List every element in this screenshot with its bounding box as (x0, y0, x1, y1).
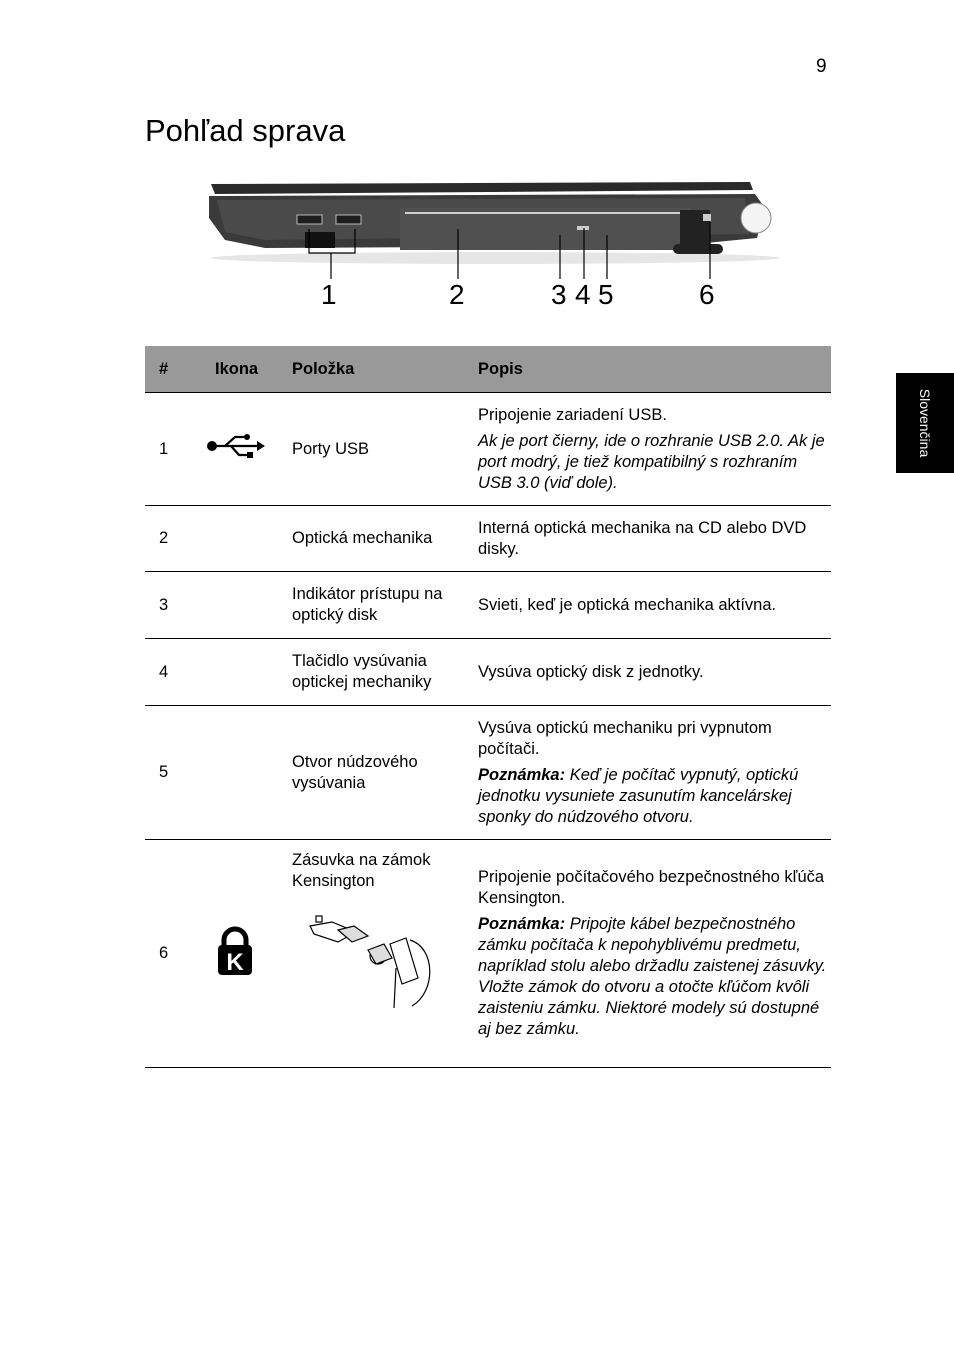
note-text: Pripojte kábel bezpečnostného zámku počítača k nepohyblivému predmetu, napríklad stolu alebo držadlu zaistenej zásuvky. Vložte zámok do otvoru a otočte kľúčom kvôli zaisteniu zámku. Niektoré modely sú dostupné aj bez zámku. (478, 915, 827, 1038)
row-number: 4 (145, 639, 201, 706)
row-number: 1 (145, 393, 201, 506)
note-text: Keď je počítač vypnutý, optickú jednotku vysuniete zasunutím kancelárskej sponky do núdzového otvoru. (478, 765, 799, 826)
callout-5: 5 (598, 279, 614, 310)
row-description (464, 393, 831, 506)
laptop-right-side-illustration (205, 178, 785, 266)
table-header-row (145, 346, 831, 393)
callout-1: 1 (321, 279, 337, 310)
row-item: Porty USB (278, 393, 464, 506)
header-description: Popis (464, 346, 831, 393)
language-side-tab (896, 373, 954, 473)
callout-4: 4 (575, 279, 591, 310)
row-item (278, 840, 464, 1068)
row-number: 3 (145, 572, 201, 639)
callout-6: 6 (699, 279, 715, 310)
side-tab-label: Slovenčina (917, 388, 933, 458)
ports-table (145, 346, 831, 1068)
row-icon-cell (201, 506, 278, 572)
row-icon-cell (201, 572, 278, 639)
callout-3: 3 (551, 279, 567, 310)
description-text: Pripojenie počítačového bezpečnostného kľúča Kensington. (478, 868, 825, 907)
row-number: 5 (145, 706, 201, 840)
row-icon-cell (201, 639, 278, 706)
kensington-lock-illustration (308, 908, 438, 1008)
callout-2: 2 (449, 279, 465, 310)
header-number: # (145, 346, 201, 393)
table-row (145, 706, 831, 840)
description-note (478, 765, 831, 828)
header-icon: Ikona (201, 346, 278, 393)
table-row (145, 572, 831, 639)
row-description (464, 706, 831, 840)
note-label: Poznámka: (478, 915, 566, 933)
row-item: Otvor núdzového vysúvania (278, 706, 464, 840)
row-description: Svieti, keď je optická mechanika aktívna. (464, 572, 831, 639)
callout-lines (0, 0, 954, 330)
row-number: 6 (145, 840, 201, 1068)
row-icon-cell (201, 393, 278, 506)
description-text: Pripojenie zariadení USB. (478, 405, 667, 424)
row-description (464, 840, 831, 1068)
page-title: Pohľad sprava (145, 113, 346, 148)
row-item: Indikátor prístupu na optický disk (278, 572, 464, 639)
table-row (145, 506, 831, 572)
row-description: Interná optická mechanika na CD alebo DVD disky. (464, 506, 831, 572)
row-item-text: Zásuvka na zámok Kensington (292, 851, 431, 890)
svg-text:K: K (226, 948, 244, 976)
header-item: Položka (278, 346, 464, 393)
row-icon-cell (201, 840, 278, 1068)
table-row (145, 840, 831, 1068)
description-note: Ak je port čierny, ide o rozhranie USB 2.0. Ak je port modrý, je tiež kompatibilný s rozhraním USB 3.0 (viď dole). (478, 431, 825, 492)
description-note (478, 914, 831, 1040)
table-row (145, 393, 831, 506)
description-text: Vysúva optickú mechaniku pri vypnutom počítači. (478, 718, 772, 758)
row-number: 2 (145, 506, 201, 572)
usb-icon (205, 432, 265, 460)
row-icon-cell (201, 706, 278, 840)
row-item: Tlačidlo vysúvania optickej mechaniky (278, 639, 464, 706)
note-label: Poznámka: (478, 765, 566, 784)
table-row (145, 639, 831, 706)
page-number: 9 (816, 56, 827, 77)
row-description: Vysúva optický disk z jednotky. (464, 639, 831, 706)
kensington-lock-icon (217, 926, 253, 976)
row-item: Optická mechanika (278, 506, 464, 572)
